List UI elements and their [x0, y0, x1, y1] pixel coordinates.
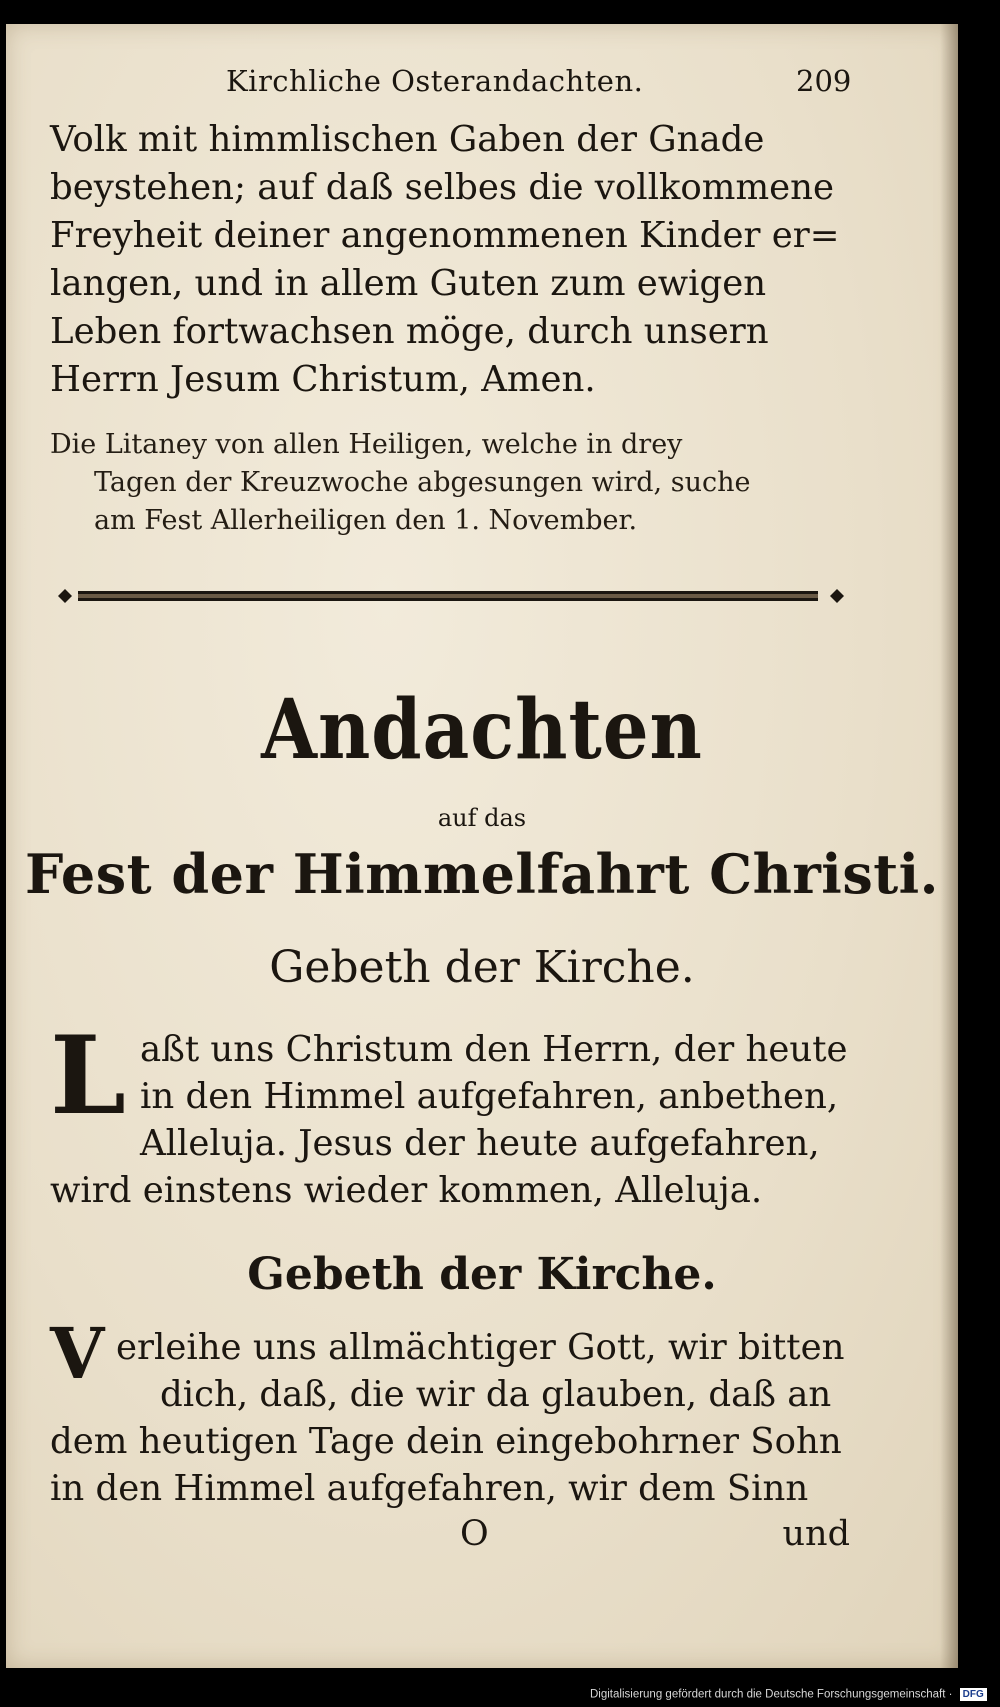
signature-mark: O	[460, 1514, 489, 1554]
section-title: Gebeth der Kirche.	[269, 942, 695, 993]
prayer-continuation	[50, 116, 850, 404]
main-heading: Andachten	[261, 679, 703, 778]
text-line: Freyheit deiner angenommenen Kinder er=	[50, 215, 840, 256]
note-line: am Fest Allerheiligen den 1. November.	[94, 505, 638, 536]
page-number: 209	[796, 64, 852, 98]
feast-title: Fest der Himmelfahrt Christi.	[25, 842, 939, 906]
text-line: in den Himmel aufgefahren, anbethen,	[140, 1076, 839, 1117]
prayer-paragraph	[50, 1312, 850, 1512]
running-head: Kirchliche Osterandachten.	[226, 64, 644, 98]
note-line: Tagen der Kreuzwoche abgesungen wird, suche	[94, 467, 751, 498]
ornamental-rule	[56, 587, 846, 605]
text-line: dich, daß, die wir da glauben, daß an	[160, 1374, 832, 1415]
book-page	[6, 24, 958, 1668]
text-line: dem heutigen Tage dein eingebohrner Sohn	[50, 1421, 842, 1462]
text-line: aßt uns Christum den Herrn, der heute	[140, 1029, 848, 1070]
text-line: Volk mit himmlischen Gaben der Gnade	[50, 119, 765, 160]
prayer-paragraph	[50, 1013, 850, 1214]
text-line: wird einstens wieder kommen, Alleluja.	[50, 1170, 763, 1211]
funding-text: Digitalisierung gefördert durch die Deutsche Forschungsgemeinschaft ·	[590, 1688, 953, 1701]
catchword: und	[782, 1514, 850, 1554]
text-line: Alleluja. Jesus der heute aufgefahren,	[140, 1123, 820, 1164]
text-line: Leben fortwachsen möge, durch unsern	[50, 311, 769, 352]
section-title: Gebeth der Kirche.	[247, 1249, 717, 1300]
text-line: Herrn Jesum Christum, Amen.	[50, 359, 596, 400]
text-line: in den Himmel aufgefahren, wir dem Sinn	[50, 1468, 809, 1509]
dfg-logo-icon[interactable]: DFG	[960, 1688, 987, 1701]
text-line: erleihe uns allmächtiger Gott, wir bitten	[116, 1327, 845, 1368]
funding-footer	[590, 1688, 987, 1701]
heading-connector: auf das	[437, 804, 527, 832]
litany-note	[50, 426, 850, 540]
drop-cap: L	[50, 1013, 126, 1139]
text-line: langen, und in allem Guten zum ewigen	[50, 263, 767, 304]
note-line: Die Litaney von allen Heiligen, welche in drey	[50, 429, 683, 460]
page-bottom	[50, 1514, 850, 1564]
text-line: beystehen; auf daß selbes die vollkommene	[50, 167, 835, 208]
drop-cap: V	[50, 1312, 105, 1395]
